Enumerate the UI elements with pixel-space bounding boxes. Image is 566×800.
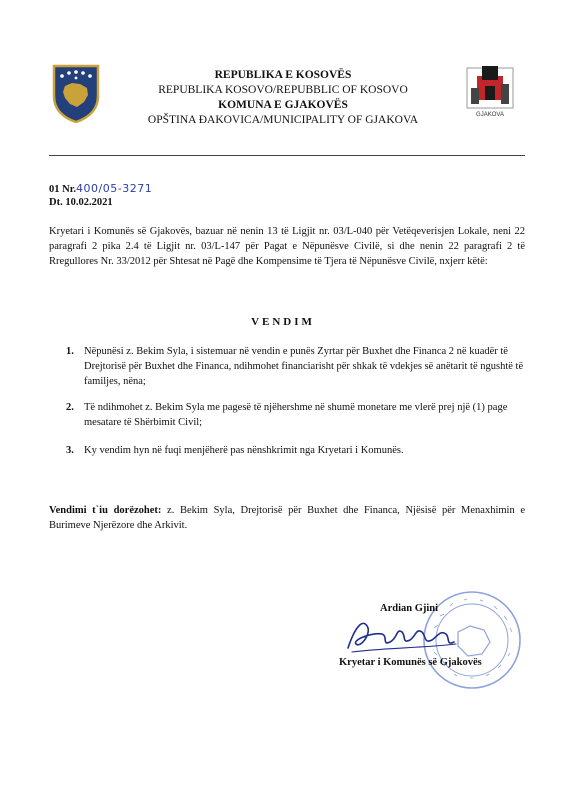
intro-paragraph: Kryetari i Komunës së Gjakovës, bazuar në nenin 13 të Ligjit nr. 03/L-040 për Vetëqeverisjen Lokale, neni 22 paragrafi 2 pika 2.4 të Ligjit nr. 03/L-147 për Pagat e Nëpunësve Civilë, si dhe nenin 22 paragrafi 2 të Rregullores Nr. 33/2012 për Shtesat në Pagë dhe Kompensime të Tjera të Nëpunësve Civilë, nxjerr këtë: — [49, 226, 525, 267]
delivery-paragraph — [49, 503, 525, 533]
reference-number — [49, 182, 152, 195]
decision-item — [66, 344, 528, 389]
item-text: Të ndihmohet z. Bekim Syla me pagesë të njëhershme në shumë monetare me vlerë prej një (1) page mesatare të Shërbimit Civil; — [84, 402, 508, 428]
item-text: Ky vendim hyn në fuqi menjëherë pas nënshkrimit nga Kryetari i Komunës. — [84, 445, 404, 456]
document-date: Dt. 10.02.2021 — [49, 197, 113, 208]
item-number: 3. — [66, 445, 74, 456]
decision-item — [66, 443, 528, 458]
header-line-1: REPUBLIKA E KOSOVËS — [214, 69, 352, 81]
decision-title: VENDIM — [251, 316, 315, 328]
decision-item — [66, 400, 528, 430]
signatory-name: Ardian Gjini — [380, 603, 439, 614]
item-text: Nëpunësi z. Bekim Syla, i sistemuar në vendin e punës Zyrtar për Buxhet dhe Financa 2 në kuadër të Drejtorisë për Buxhet dhe Financa, ndihmohet financiarisht për shkak të vdekjes së anëtarit të ngushtë të familjes, nëna; — [84, 346, 524, 387]
item-number: 1. — [66, 346, 74, 357]
handwritten-signature — [342, 614, 462, 656]
header-divider — [49, 155, 525, 156]
reference-prefix: 01 Nr. — [49, 184, 77, 195]
header-line-3: KOMUNA E GJAKOVËS — [218, 99, 348, 111]
item-number: 2. — [66, 402, 74, 413]
header-line-2: REPUBLIKA KOSOVO/REPUBBLIC OF KOSOVO — [158, 84, 408, 96]
delivery-label: Vendimi t`iu dorëzohet: — [49, 505, 162, 516]
delivery-recipients: z. Bekim Syla, Drejtorisë për Buxhet dhe Financa, Njësisë për Menaxhimin e Burimeve Njerëzore dhe Arkivit. — [49, 505, 525, 531]
header-line-4: OPŠTINA ĐAKOVICA/MUNICIPALITY OF GJAKOVA — [147, 114, 419, 126]
reference-handwritten-number: 400/05-3271 — [76, 182, 153, 195]
emblem-caption: GJAKOVA — [476, 112, 504, 118]
signatory-title: Kryetar i Komunës së Gjakovës — [339, 657, 482, 668]
